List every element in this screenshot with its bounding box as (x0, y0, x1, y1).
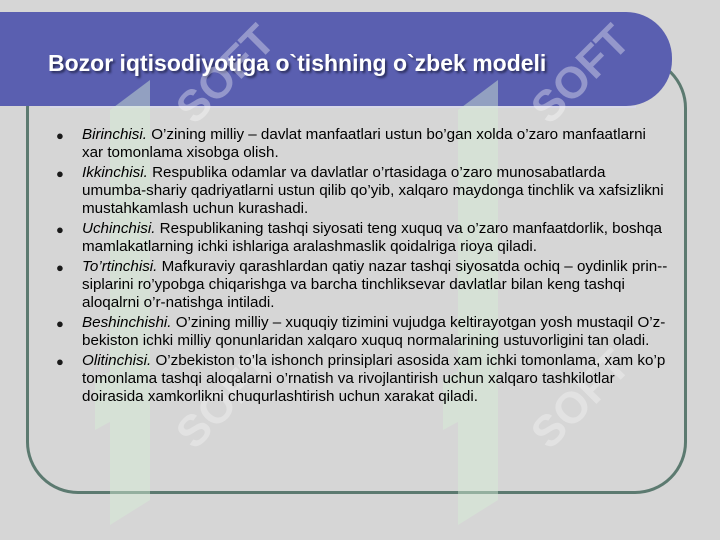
title-divider (50, 106, 636, 108)
watermark-word-top-left: SOFT (166, 15, 285, 134)
list-item (54, 258, 670, 312)
bullet-dot-icon: ● (56, 316, 64, 331)
bullet-lead: Ikkinchisi. (82, 164, 153, 181)
bullet-list (54, 126, 670, 408)
bullet-dot-icon: ● (56, 354, 64, 369)
list-item (54, 126, 670, 162)
bullet-lead: Olitinchisi. (82, 352, 156, 369)
bullet-text: O’zining milliy – davlat manfaatlari ustun bo’gan xolda o’zaro manfaatlarni xar tomonlama xisobga olish. (82, 126, 646, 161)
list-item (54, 220, 670, 256)
bullet-text: Respublika odamlar va davlatlar o’rtasidaga o’zaro munosabatlarda umumba-shariy qadriyatlarni ustun qilib qo’yib, xalqaro maydonga tinchlik va xafsizlikni mustahkamlash uchun kurashadi. (82, 164, 664, 217)
list-item (54, 352, 670, 406)
bullet-dot-icon: ● (56, 128, 64, 143)
bullet-dot-icon: ● (56, 260, 64, 275)
bullet-dot-icon: ● (56, 166, 64, 181)
bullet-text: O’zining milliy – xuquqiy tizimini vujudga keltirayotgan yosh mustaqil O’z-bekiston ichki milliy qonunlaridan xalqaro xuquq normalarining ustuvorligini tan oladi. (82, 314, 666, 349)
watermark-word-mid-left: SOFT (166, 340, 285, 459)
slide-title: Bozor iqtisodiyotiga o`tishning o`zbek modeli (48, 50, 547, 76)
watermark-word-mid-right: SOFT (521, 340, 640, 459)
bullet-text: O’zbekiston to’la ishonch prinsiplari asosida xam ichki tomonlama, xam ko’p tomonlama tashqi aloqalarni o’rnatish va rivojlantirish uchun xalqaro tashkilotlar doirasida xamkorlikni chuqurlashtirish uchun xarakat qiladi. (82, 352, 666, 405)
list-item (54, 314, 670, 350)
bullet-text: Respublikaning tashqi siyosati teng xuquq va o’zaro manfaatdorlik, boshqa mamlakatlarning ichki ishlariga aralashmaslik qoidalriga rioya qiladi. (82, 220, 662, 255)
watermark-word-top-right: SOFT (521, 15, 640, 134)
bullet-lead: Birinchisi. (82, 126, 152, 143)
list-item (54, 164, 670, 218)
bullet-text: Mafkuraviy qarashlardan qatiy nazar tashqi siyosatda ochiq – oydinlik prin--siplarini ro’ypobga chiqarishga va barcha tinchliksevar davlatlar bilan keng tashqi aloqalrni o’r-natishga intiladi. (82, 258, 668, 311)
bullet-lead: Beshinchishi. (82, 314, 176, 331)
bullet-dot-icon: ● (56, 222, 64, 237)
bullet-lead: To’rtinchisi. (82, 258, 162, 275)
title-bar (0, 12, 672, 106)
bullet-lead: Uchinchisi. (82, 220, 160, 237)
